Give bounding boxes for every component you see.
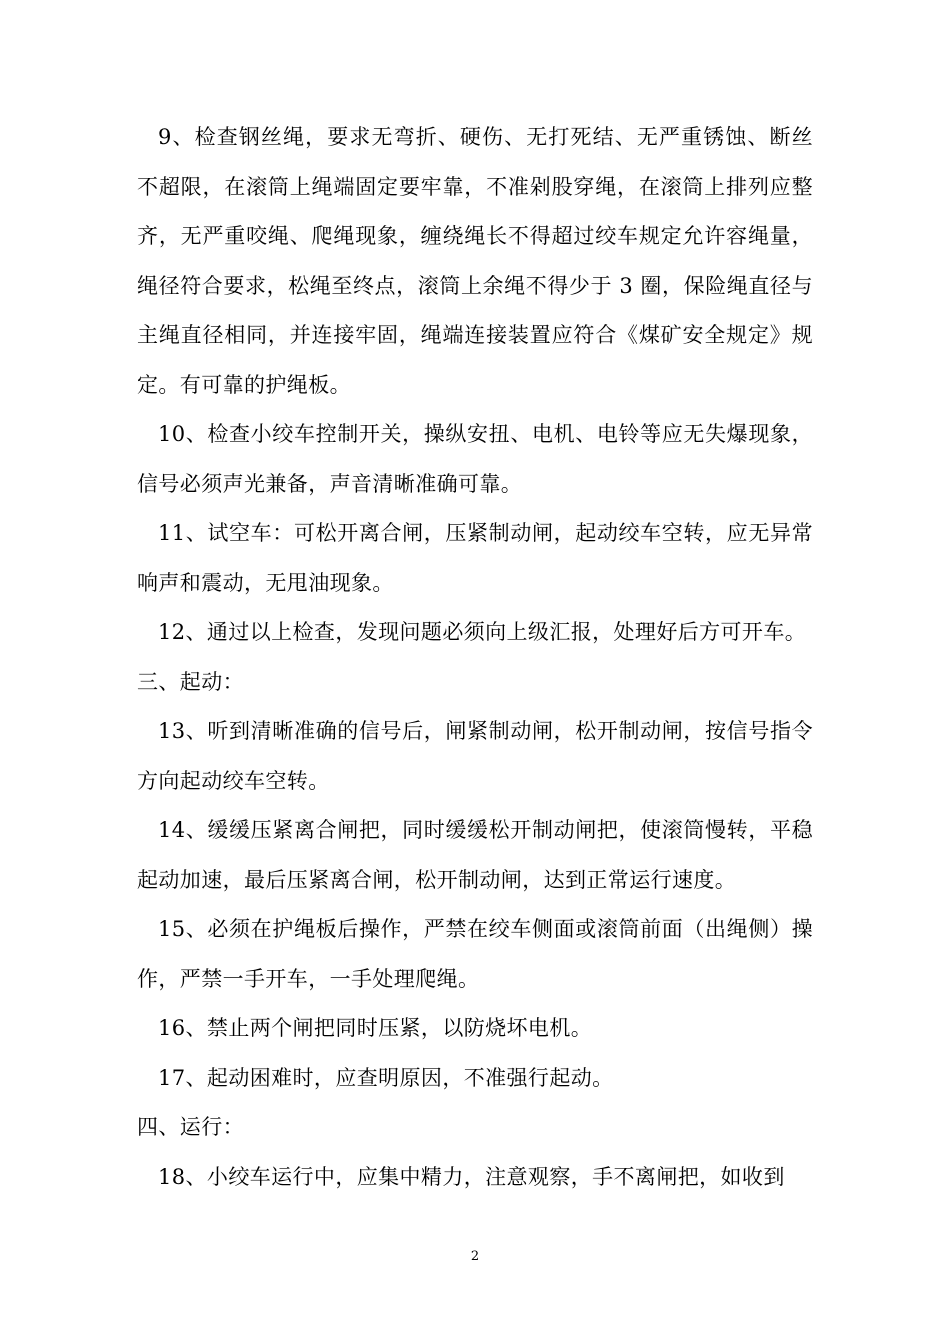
paragraph-item-11: 11、试空车：可松开离合闸，压紧制动闸，起动绞车空转，应无异常响声和震动，无甩油现象。 — [137, 521, 813, 595]
body-text — [137, 113, 813, 1202]
paragraph-item-18: 18、小绞车运行中，应集中精力，注意观察，手不离闸把，如收到 — [158, 1164, 785, 1189]
paragraph-item-10: 10、检查小绞车控制开关，操纵安扭、电机、电铃等应无失爆现象，信号必须声光兼备，声音清晰准确可靠。 — [137, 422, 813, 496]
paragraph-item-14: 14、缓缓压紧离合闸把，同时缓缓松开制动闸把，使滚筒慢转，平稳起动加速，最后压紧离合闸，松开制动闸，达到正常运行速度。 — [137, 818, 813, 892]
page-number: 2 — [470, 1249, 480, 1264]
paragraph-item-17: 17、起动困难时，应查明原因，不准强行起动。 — [158, 1065, 614, 1090]
paragraph-item-16: 16、禁止两个闸把同时压紧，以防烧坏电机。 — [158, 1016, 593, 1040]
paragraph-item-12: 12、通过以上检查，发现问题必须向上级汇报，处理好后方可开车。 — [158, 620, 807, 644]
paragraph-item-13: 13、听到清晰准确的信号后，闸紧制动闸，松开制动闸，按信号指令方向起动绞车空转。 — [137, 719, 813, 793]
section-heading-run: 四、运行： — [137, 1115, 244, 1139]
section-heading-start: 三、起动： — [137, 669, 244, 694]
paragraph-item-9: 9、检查钢丝绳，要求无弯折、硬伤、无打死结、无严重锈蚀、断丝不超限，在滚筒上绳端固定要牢靠，不准剁股穿绳，在滚筒上排列应整齐，无严重咬绳、爬绳现象，缠绕绳长不得超过绞车规定允许容绳量，绳径符合要求，松绳至终点，滚筒上余绳不得少于 3 圈，保险绳直径与主绳直径相同，并连接牢固，绳端连接装置应符合《煤矿安全规定》规定。有可靠的护绳板。 — [137, 125, 813, 397]
paragraph-item-15: 15、必须在护绳板后操作，严禁在绞车侧面或滚筒前面（出绳侧）操作，严禁一手开车，一手处理爬绳。 — [137, 917, 813, 991]
